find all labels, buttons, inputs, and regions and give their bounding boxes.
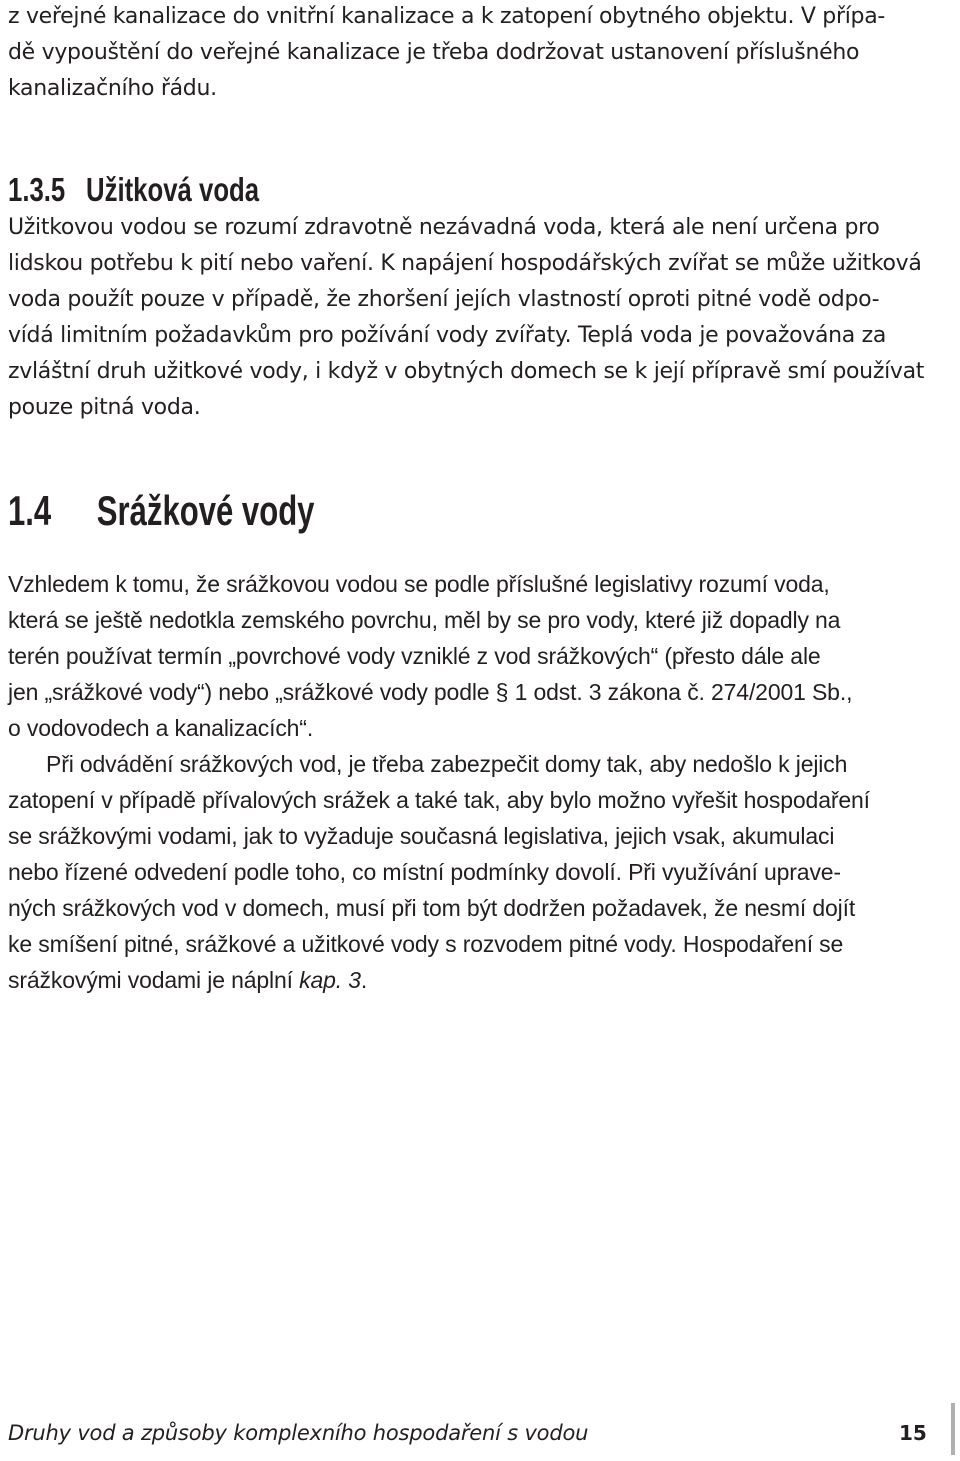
text-line: ných srážkových vod v domech, musí při tom být dodržen požadavek, že nesmí dojít xyxy=(8,895,856,921)
text-line: kanalizačního řádu. xyxy=(8,76,217,101)
text-line: Užitkovou vodou se rozumí zdravotně nezávadná voda, která ale není určena pro xyxy=(8,215,880,240)
section-title: Srážkové vody xyxy=(96,487,315,534)
chapter-reference-link[interactable]: kap. 3 xyxy=(299,967,361,993)
text-line xyxy=(8,965,367,995)
section-number: 1.4 xyxy=(8,487,52,534)
text-line: lidskou potřebu k pití nebo vaření. K napájení hospodářských zvířat se může užitková xyxy=(8,251,922,276)
text-line: z veřejné kanalizace do vnitřní kanalizace a k zatopení obytného objektu. V přípa- xyxy=(8,4,886,29)
text-line: ke smíšení pitné, srážkové a užitkové vody s rozvodem pitné vody. Hospodaření se xyxy=(8,931,844,957)
text-line: jen „srážkové vody“) nebo „srážkové vody podle § 1 odst. 3 zákona č. 274/2001 Sb., xyxy=(8,679,853,705)
text-line: voda použít pouze v případě, že zhoršení jejích vlastností oproti pitné vodě odpo- xyxy=(8,287,880,312)
section-heading-1-3-5 xyxy=(8,170,259,210)
text-line: Při odvádění srážkových vod, je třeba zabezpečit domy tak, aby nedošlo k jejich xyxy=(46,751,848,777)
section-title: Užitková voda xyxy=(86,171,260,208)
text-line: nebo řízené odvedení podle toho, co místní podmínky dovolí. Při využívání uprave- xyxy=(8,859,841,885)
running-footer-title: Druhy vod a způsoby komplexního hospodaření s vodou xyxy=(8,1421,589,1445)
text-line: vídá limitním požadavkům pro požívání vody zvířaty. Teplá voda je považována za xyxy=(8,323,887,348)
text-line: o vodovodech a kanalizacích“. xyxy=(8,715,314,741)
text-line: se srážkovými vodami, jak to vyžaduje současná legislativa, jejich vsak, akumulaci xyxy=(8,823,835,849)
text-line: dě vypouštění do veřejné kanalizace je třeba dodržovat ustanovení příslušného xyxy=(8,40,860,65)
section-number: 1.3.5 xyxy=(8,171,66,208)
section-heading-1-4 xyxy=(8,487,314,535)
text-line: terén používat termín „povrchové vody vzniklé z vod srážkových“ (přesto dále ale xyxy=(8,643,821,669)
text-line: zvláštní druh užitkové vody, i když v obytných domech se k její přípravě smí používat xyxy=(8,359,925,384)
text-line: pouze pitná voda. xyxy=(8,395,201,420)
page-edge-rule xyxy=(951,1403,955,1455)
text-span: srážkovými vodami je náplní xyxy=(8,967,300,993)
text-line: zatopení v případě přívalových srážek a také tak, aby bylo možno vyřešit hospodaření xyxy=(8,787,870,813)
text-span: . xyxy=(360,967,368,993)
text-line: která se ještě nedotkla zemského povrchu, měl by se pro vody, které již dopadly na xyxy=(8,607,841,633)
text-line: Vzhledem k tomu, že srážkovou vodou se podle příslušné legislativy rozumí voda, xyxy=(8,571,830,597)
page-number: 15 xyxy=(899,1421,927,1445)
